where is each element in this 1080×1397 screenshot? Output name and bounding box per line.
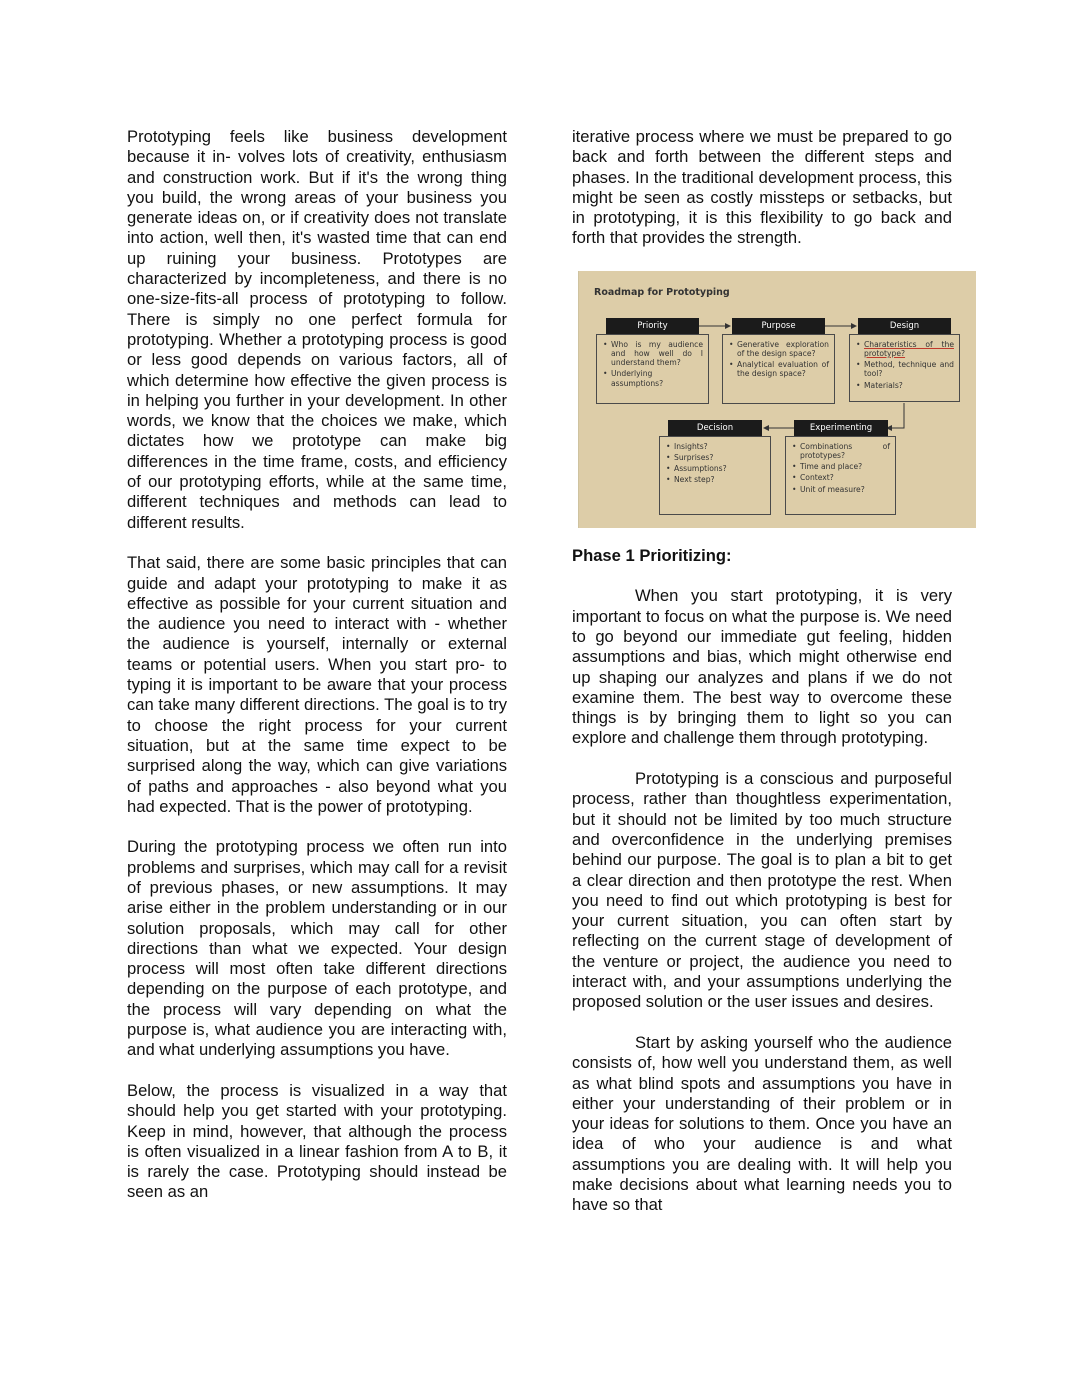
design-label: Design <box>858 318 951 334</box>
body-paragraph: When you start prototyping, it is very important to focus on what the purpose is. We need to go beyond our immediate gut feeling, hidden assumptions and bias, which might otherwise end up shaping our analyzes and plans if we do not examine them. The best way to overcome these things is by bringing them to light so you can explore and challenge them through prototyping. <box>572 586 952 748</box>
arrow-design-experimenting <box>887 403 904 428</box>
purpose-item: • Generative exploration of the design space? <box>737 340 829 358</box>
body-paragraph: iterative process where we must be prepared to go back and forth between the different steps and phases. In the traditional development process, this might be seen as costly missteps or setbacks, but in prototyping, it is this flexibility to go back and forth that provides the strength. <box>572 127 952 248</box>
experimenting-item: • Combinations of prototypes? <box>800 442 890 460</box>
priority-node <box>606 318 703 404</box>
left-column <box>127 127 507 1203</box>
decision-label: Decision <box>668 420 762 436</box>
body-paragraph: Prototyping is a conscious and purposeful process, rather than thoughtless experimentation, but it should not be limited by too much structure and overconfidence in the underlying premises behind our purpose. The goal is to plan a bit to get a clear direction and then prototype the rest. When you need to find out which prototyping is best for your current situation, you can often start by reflecting on the current stage of development of the venture or project, the audience you need to interact with, and your assumptions underlying the proposed solution or the user issues and desires. <box>572 769 952 1012</box>
purpose-label: Purpose <box>732 318 825 334</box>
body-paragraph: Below, the process is visualized in a way that should help you get started with your prototyping. Keep in mind, however, that although the process is often visualized in a linear fashion from A to B, it is rarely the case. Prototyping should instead be seen as an <box>127 1080 507 1202</box>
decision-item: • Insights? <box>674 442 765 451</box>
experimenting-label: Experimenting <box>794 420 888 436</box>
priority-item: • Who is my audience and how well do I understand them? <box>611 340 703 368</box>
experimenting-item: • Context? <box>800 473 890 482</box>
decision-item: • Surprises? <box>674 453 765 462</box>
purpose-node <box>732 318 829 404</box>
decision-item: • Assumptions? <box>674 464 765 473</box>
purpose-item: • Analytical evaluation of the design space? <box>737 360 829 378</box>
roadmap-figure <box>578 271 976 528</box>
design-item <box>864 340 954 358</box>
body-paragraph: Start by asking yourself who the audience consists of, how well you understand them, as well as what blind spots and assumptions you have in either your understanding of their problem or in your ideas for solutions to them. Once you have an idea of who your audience is and what assumptions you are dealing with. It will help you make decisions about what learning needs you to have so that <box>572 1032 952 1215</box>
decision-node <box>668 420 762 515</box>
priority-label: Priority <box>606 318 699 334</box>
experimenting-node <box>794 420 888 515</box>
priority-item: • Underlying assumptions? <box>611 369 703 387</box>
decision-item: • Next step? <box>674 475 765 484</box>
design-node <box>858 318 954 402</box>
design-item-text: Charateristics of the prototype? <box>864 339 954 358</box>
experimenting-item: • Unit of measure? <box>800 485 890 494</box>
body-paragraph: Prototyping feels like business development because it in- volves lots of creativity, enthusiasm and construction work. But if it's the wrong thing you build, the wrong areas of your business you generate ideas on, or if creativity does not translate into action, well then, it's wasted time that can end up ruining your business. Prototypes are characterized by incompleteness, and there is no one-size-fits-all process of prototyping to follow. There is simply no one perfect formula for prototyping. Whether a prototyping process is good or less good depends on various factors, all of which determine how effective the given process is in helping you further in your development. In other words, we know that the choices we make, which dictates how we prototype can make big differences in the time frame, costs, and efficiency of our prototyping efforts, while at the same time, different techniques and methods can lead to different results. <box>127 127 507 532</box>
design-item: • Materials? <box>864 381 954 390</box>
right-column <box>572 127 952 1216</box>
phase-heading: Phase 1 Prioritizing: <box>572 545 732 565</box>
body-paragraph: During the prototyping process we often run into problems and surprises, which may call for a revisit of previous phases, or new assumptions. It may arise either in the problem understanding or in our solution proposals, which may call for other directions than what we expected. Your design process will most often take different directions depending on the purpose of each prototype, and the process will vary depending on what the purpose is, what audience you are interacting with, and what underlying assumptions you have. <box>127 837 507 1060</box>
figure-title: Roadmap for Prototyping <box>594 286 730 298</box>
design-item: • Method, technique and tool? <box>864 360 954 378</box>
body-paragraph: That said, there are some basic principles that can guide and adapt your prototyping to make it as effective as possible for your current situation and the audience you need to interact with - whether the audience is yourself, internally or external teams or potential users. When you start pro- to typing it is important to be aware that your process can take many different directions. The goal is to try to choose the right process for your current situation, but at the same time expect to be surprised along the way, which can give variations of paths and approaches - also beyond what you had expected. That is the power of prototyping. <box>127 553 507 816</box>
experimenting-item: • Time and place? <box>800 462 890 471</box>
